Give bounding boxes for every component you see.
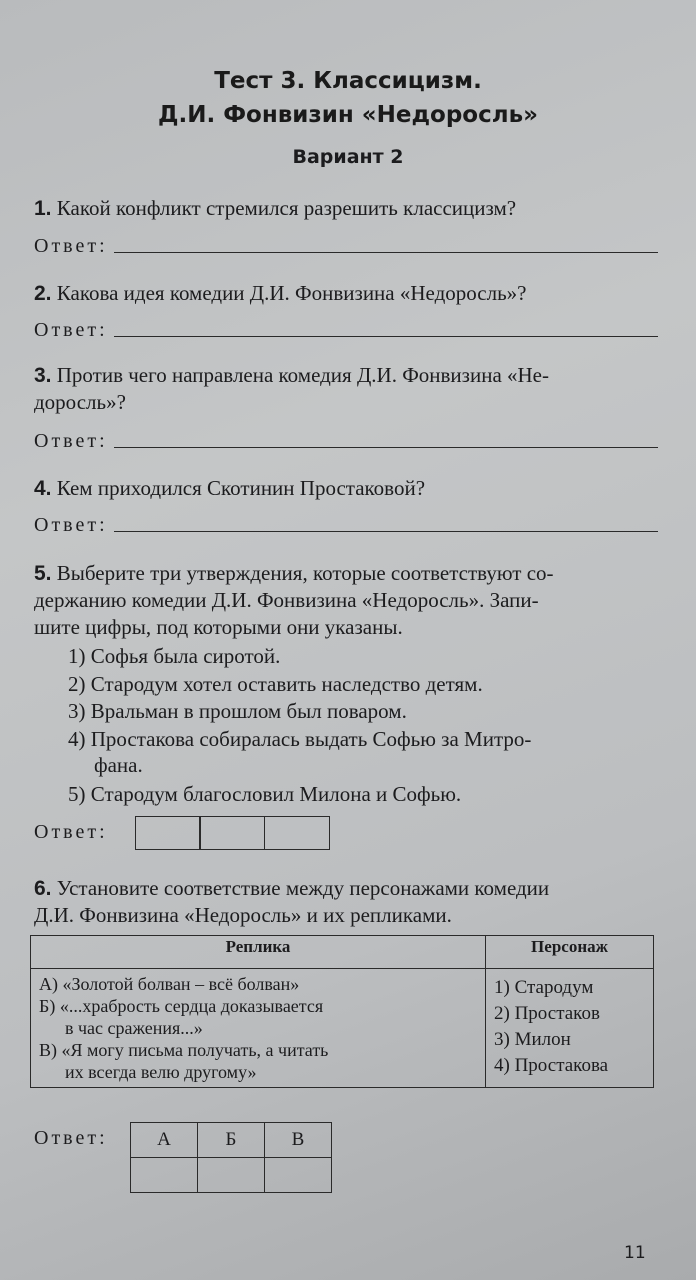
character-item: 3) Милон [494, 1029, 571, 1050]
answer-label: Ответ: [34, 235, 108, 257]
question-text: Против чего направлена комедия Д.И. Фонвизина «Не- [56, 363, 549, 387]
replica-v: В) «Я могу письма получать, а читать [39, 1040, 329, 1060]
character-item: 4) Простакова [494, 1055, 609, 1076]
option-item: 2) Стародум хотел оставить наследство детям. [68, 672, 483, 696]
character-item: 1) Стародум [494, 977, 594, 998]
option-item: 3) Вральман в прошлом был поваром. [68, 699, 407, 723]
replica-b: Б) «...храбрость сердца доказывается [39, 996, 324, 1016]
col-header-replica: Реплика [31, 936, 486, 969]
question-text: Какова идея комедии Д.И. Фонвизина «Недоросль»? [56, 281, 527, 305]
question-number: 3. [34, 364, 52, 387]
replica-b-cont: в час сражения...» [65, 1018, 203, 1038]
answer-5 [34, 818, 134, 844]
answer-line[interactable] [114, 531, 658, 532]
question-number: 4. [34, 477, 52, 500]
question-3 [34, 362, 664, 416]
question-number: 2. [34, 282, 52, 305]
question-2 [34, 280, 664, 307]
test-subtitle: Д.И. Фонвизин «Недоросль» [158, 102, 538, 128]
question-text: Какой конфликт стремился разрешить классицизм? [56, 196, 517, 220]
answer-2 [34, 316, 658, 342]
answer-4 [34, 511, 658, 537]
test-title: Тест 3. Классицизм. [214, 68, 482, 94]
answer-line[interactable] [114, 336, 658, 337]
question-text-cont: держанию комедии Д.И. Фонвизина «Недоросль». Запи- [34, 588, 539, 612]
question-number: 5. [34, 562, 52, 585]
question-text-cont: доросль»? [34, 390, 126, 414]
answer-3 [34, 427, 658, 453]
option-item: 1) Софья была сиротой. [68, 644, 281, 668]
grid-answer-cell[interactable] [131, 1158, 198, 1193]
question-number: 6. [34, 877, 52, 900]
question-number: 1. [34, 197, 52, 220]
answer-label: Ответ: [34, 319, 108, 341]
answer-1 [34, 232, 658, 258]
page-number: 11 [624, 1243, 646, 1263]
character-cell [486, 969, 654, 1088]
answer-line[interactable] [114, 252, 658, 253]
question-text: Установите соответствие между персонажами комедии [56, 876, 550, 900]
answer-grid-6 [130, 1122, 332, 1193]
replica-a: А) «Золотой болван – всё болван» [39, 974, 300, 994]
option-item: 4) Простакова собиралась выдать Софью за Митро- [68, 727, 532, 751]
option-item: 5) Стародум благословил Милона и Софью. [68, 782, 462, 806]
answer-label: Ответ: [34, 430, 108, 452]
question-5 [34, 560, 664, 641]
matching-table [30, 935, 654, 1088]
replica-v-cont: их всегда велю другому» [65, 1062, 257, 1082]
question-text: Кем приходился Скотинин Простаковой? [56, 476, 426, 500]
answer-box[interactable] [135, 816, 201, 850]
answer-box[interactable] [199, 816, 265, 850]
replica-cell [31, 969, 486, 1088]
question-6 [34, 875, 664, 929]
answer-box[interactable] [264, 816, 330, 850]
answer-boxes-5 [136, 816, 330, 850]
grid-answer-cell[interactable] [265, 1158, 332, 1193]
question-1 [34, 195, 664, 222]
answer-label: Ответ: [34, 514, 108, 536]
answer-6 [34, 1124, 134, 1150]
answer-label: Ответ: [34, 821, 108, 843]
question-text-cont: шите цифры, под которыми они указаны. [34, 615, 403, 639]
question-text-cont: Д.И. Фонвизина «Недоросль» и их репликами. [34, 903, 452, 927]
answer-line[interactable] [114, 447, 658, 448]
grid-header-v: В [265, 1123, 332, 1158]
question-text: Выберите три утверждения, которые соответствуют со- [56, 561, 554, 585]
variant-label: Вариант 2 [292, 146, 404, 168]
character-item: 2) Простаков [494, 1003, 600, 1024]
col-header-character: Персонаж [486, 936, 654, 969]
grid-header-b: Б [198, 1123, 265, 1158]
grid-header-a: А [131, 1123, 198, 1158]
grid-answer-cell[interactable] [198, 1158, 265, 1193]
answer-label: Ответ: [34, 1127, 108, 1149]
question-4 [34, 475, 664, 502]
option-item-cont: фана. [94, 753, 143, 777]
